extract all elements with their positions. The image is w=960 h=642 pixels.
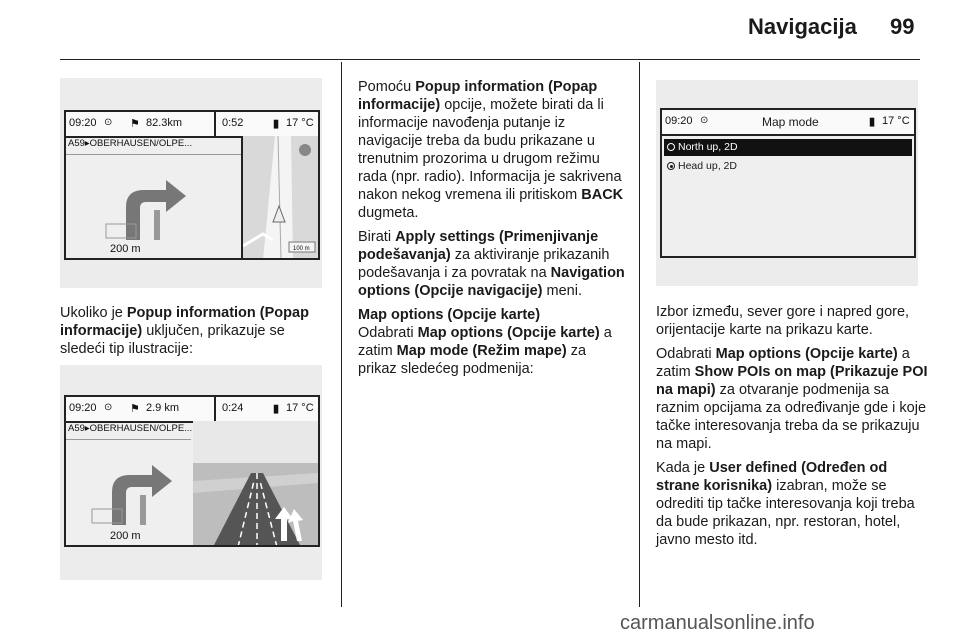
column-rule-1 — [341, 62, 342, 607]
compass-icon: ⊙ — [104, 117, 113, 128]
eta: 0:24 — [222, 402, 244, 414]
paragraph: Birati Apply settings (Primenjivanje podešavanja) za aktiviranje prikazanih podešavanja i za povratak na Navigation options (Opcije navigacije) meni. — [358, 229, 625, 299]
distance-flag-icon: ⚑ — [130, 118, 140, 130]
turn-distance: 200 m — [110, 243, 141, 255]
radio-selected-icon — [667, 162, 675, 170]
thermometer-icon: ▮ — [869, 116, 876, 128]
col2-text — [358, 78, 628, 384]
paragraph: Izbor između, sever gore i napred gore, orijentacije karte na prikazu karte. — [656, 304, 910, 338]
thermometer-icon: ▮ — [273, 118, 280, 130]
remaining-distance: 2.9 km — [146, 402, 180, 414]
clock: 09:20 — [665, 115, 693, 127]
scale-label: 100 m — [293, 246, 310, 252]
header-rule — [60, 59, 920, 60]
clock: 09:20 — [69, 402, 97, 414]
divider — [214, 397, 216, 421]
temperature: 17 °C — [286, 117, 314, 129]
column-rule-2 — [639, 62, 640, 607]
thermometer-icon: ▮ — [273, 403, 280, 415]
paragraph: Odabrati Map options (Opcije karte) a zatim Map mode (Režim mape) za prikaz sledećeg podmenija: — [358, 325, 612, 377]
col1-text — [60, 304, 330, 364]
option-label: Head up, 2D — [678, 160, 737, 172]
radio-icon — [667, 143, 675, 151]
map-view — [243, 136, 318, 260]
menu-option-north-up[interactable] — [664, 139, 912, 156]
col3-text — [656, 303, 928, 555]
turn-distance: 200 m — [110, 530, 141, 542]
page-number: 99 — [890, 14, 915, 39]
page-header-title: Navigacija — [748, 14, 857, 39]
paragraph: Kada je User defined (Određen od strane korisnika) izabran, može se odrediti tip tačke interesovanja koji treba da bude prikazan, npr. restoran, hotel, javno mesto itd. — [656, 460, 915, 548]
section-heading: Map options (Opcije karte) — [358, 307, 541, 323]
route-label: A59▸OBERHAUSEN/OLPE... — [68, 138, 193, 149]
figure-panel-3 — [656, 80, 918, 286]
menu-title: Map mode — [762, 115, 819, 129]
route-line — [66, 154, 241, 155]
temperature: 17 °C — [286, 402, 314, 414]
compass-icon: ⊙ — [700, 115, 709, 126]
figure-panel-1 — [60, 78, 322, 288]
temperature: 17 °C — [882, 115, 910, 127]
divider — [214, 112, 216, 136]
watermark: carmanualsonline.info — [620, 612, 815, 634]
eta: 0:52 — [222, 117, 244, 129]
remaining-distance: 82.3km — [146, 117, 183, 129]
option-label: North up, 2D — [678, 141, 738, 153]
junction-view — [193, 421, 318, 547]
paragraph: Ukoliko je Popup information (Popap informacije) uključen, prikazuje se sledeći tip ilustracije: — [60, 305, 309, 357]
compass-icon: ⊙ — [104, 402, 113, 413]
turn-arrow-icon — [96, 162, 206, 242]
clock: 09:20 — [69, 117, 97, 129]
nav-screen-2 — [64, 395, 320, 547]
route-line — [66, 439, 191, 440]
nav-screen-1 — [64, 110, 320, 260]
route-label: A59▸OBERHAUSEN/OLPE... — [68, 423, 193, 434]
distance-flag-icon: ⚑ — [130, 403, 140, 415]
status-bar — [66, 397, 318, 423]
paragraph: Pomoću Popup information (Popap informacije) opcije, možete birati da li informacije navođenja putanje iz navigacije treba da budu prikazane u trenutnim prozorima u drugom režimu rada (npr. radio). Informacija je sakrivena nakon nekog vremena ili pritiskom BACK dugmeta. — [358, 79, 624, 221]
menu-option-head-up[interactable] — [664, 158, 912, 175]
status-bar — [66, 112, 318, 138]
paragraph: Odabrati Map options (Opcije karte) a zatim Show POIs on map (Prikazuje POI na mapi) za otvaranje podmenija sa raznim opcijama za određivanje gde i koje tačke interesovanja treba da se prikazuju na mapi. — [656, 346, 928, 452]
turn-arrow-icon — [82, 447, 192, 527]
figure-panel-2 — [60, 365, 322, 580]
map-mode-screen — [660, 108, 916, 258]
